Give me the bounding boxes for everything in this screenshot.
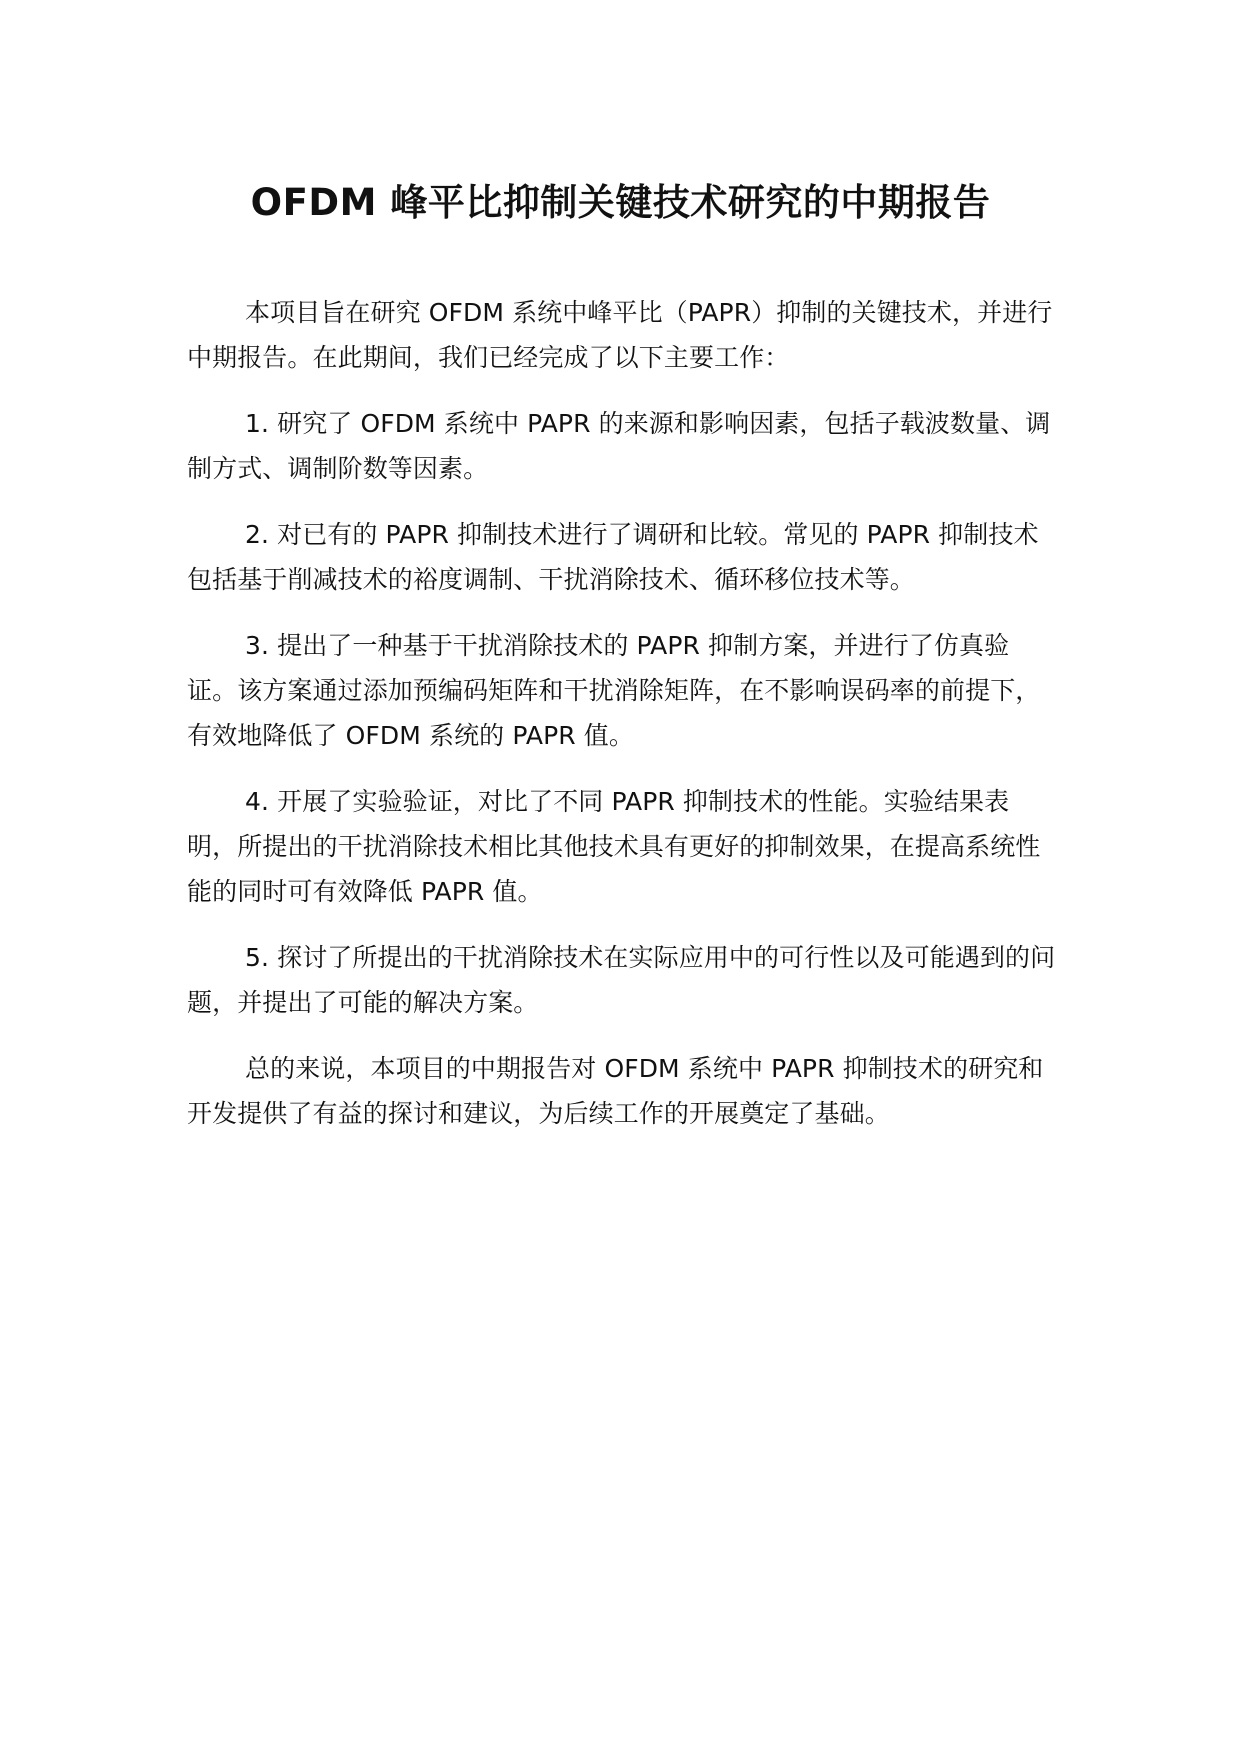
work-item-3: 3. 提出了一种基于干扰消除技术的 PAPR 抑制方案，并进行了仿真验证。该方案通过添加预编码矩阵和干扰消除矩阵，在不影响误码率的前提下，有效地降低了 OFDM 系统的 PAPR 值。 [187, 631, 1041, 750]
conclusion-paragraph: 总的来说，本项目的中期报告对 OFDM 系统中 PAPR 抑制技术的研究和开发提供了有益的探讨和建议，为后续工作的开展奠定了基础。 [187, 1054, 1044, 1128]
work-item-1: 1. 研究了 OFDM 系统中 PAPR 的来源和影响因素，包括子载波数量、调制方式、调制阶数等因素。 [187, 409, 1051, 483]
work-item-5: 5. 探讨了所提出的干扰消除技术在实际应用中的可行性以及可能遇到的问题，并提出了可能的解决方案。 [187, 943, 1056, 1017]
work-item-2: 2. 对已有的 PAPR 抑制技术进行了调研和比较。常见的 PAPR 抑制技术包括基于削减技术的裕度调制、干扰消除技术、循环移位技术等。 [187, 520, 1039, 594]
intro-paragraph: 本项目旨在研究 OFDM 系统中峰平比（PAPR）抑制的关键技术，并进行中期报告。在此期间，我们已经完成了以下主要工作： [187, 298, 1053, 372]
document-title: OFDM 峰平比抑制关键技术研究的中期报告 [250, 181, 991, 224]
work-item-4: 4. 开展了实验验证，对比了不同 PAPR 抑制技术的性能。实验结果表明，所提出的干扰消除技术相比其他技术具有更好的抑制效果，在提高系统性能的同时可有效降低 PAPR 值。 [187, 787, 1041, 906]
document-body [187, 290, 1057, 1136]
